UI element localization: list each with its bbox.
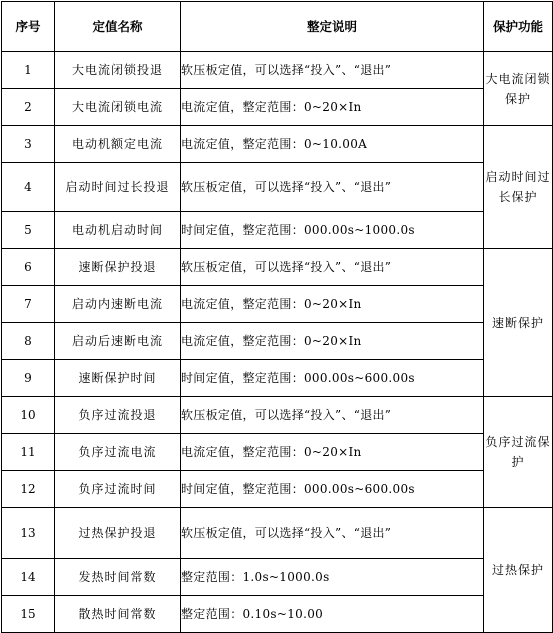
row-no: 4 <box>2 163 55 212</box>
header-func: 保护功能 <box>484 2 553 52</box>
table-row <box>2 360 553 397</box>
row-no: 2 <box>2 89 55 126</box>
row-name: 负序过流电流 <box>55 434 181 471</box>
table-row <box>2 249 553 286</box>
header-row <box>2 2 553 52</box>
table-row <box>2 559 553 596</box>
table-row <box>2 126 553 163</box>
row-name: 大电流闭锁电流 <box>55 89 181 126</box>
row-desc: 软压板定值，可以选择“投入”、“退出” <box>181 508 484 559</box>
table-row <box>2 89 553 126</box>
row-no: 7 <box>2 286 55 323</box>
row-desc: 软压板定值，可以选择“投入”、“退出” <box>181 52 484 89</box>
row-name: 过热保护投退 <box>55 508 181 559</box>
row-desc: 电流定值，整定范围：0~20×In <box>181 286 484 323</box>
row-desc: 电流定值，整定范围：0~20×In <box>181 434 484 471</box>
row-no: 9 <box>2 360 55 397</box>
row-no: 6 <box>2 249 55 286</box>
row-no: 12 <box>2 471 55 508</box>
row-no: 1 <box>2 52 55 89</box>
row-desc: 电流定值，整定范围：0~20×In <box>181 89 484 126</box>
row-name: 启动后速断电流 <box>55 323 181 360</box>
table-row <box>2 163 553 212</box>
settings-table <box>1 1 553 633</box>
row-name: 电动机启动时间 <box>55 212 181 249</box>
row-no: 8 <box>2 323 55 360</box>
row-desc: 整定范围：1.0s~1000.0s <box>181 559 484 596</box>
row-desc: 电流定值，整定范围：0~10.00A <box>181 126 484 163</box>
table-row <box>2 212 553 249</box>
row-name: 大电流闭锁投退 <box>55 52 181 89</box>
row-no: 13 <box>2 508 55 559</box>
row-no: 10 <box>2 397 55 434</box>
row-desc: 时间定值，整定范围：000.00s~600.00s <box>181 360 484 397</box>
group-func: 启动时间过长保护 <box>484 126 553 249</box>
group-func: 过热保护 <box>484 508 553 633</box>
row-no: 15 <box>2 596 55 633</box>
row-no: 3 <box>2 126 55 163</box>
row-name: 发热时间常数 <box>55 559 181 596</box>
row-desc: 软压板定值，可以选择“投入”、“退出” <box>181 397 484 434</box>
row-name: 散热时间常数 <box>55 596 181 633</box>
row-no: 11 <box>2 434 55 471</box>
group-func: 大电流闭锁保护 <box>484 52 553 126</box>
group-func: 速断保护 <box>484 249 553 397</box>
header-no: 序号 <box>2 2 55 52</box>
row-name: 负序过流时间 <box>55 471 181 508</box>
row-desc: 软压板定值，可以选择“投入”、“退出” <box>181 163 484 212</box>
row-name: 电动机额定电流 <box>55 126 181 163</box>
header-name: 定值名称 <box>55 2 181 52</box>
table-row <box>2 286 553 323</box>
row-no: 14 <box>2 559 55 596</box>
row-desc: 时间定值，整定范围：000.00s~1000.0s <box>181 212 484 249</box>
row-name: 速断保护时间 <box>55 360 181 397</box>
row-no: 5 <box>2 212 55 249</box>
header-desc: 整定说明 <box>181 2 484 52</box>
table-row <box>2 434 553 471</box>
row-desc: 整定范围：0.10s~10.00 <box>181 596 484 633</box>
table-row <box>2 52 553 89</box>
table-row <box>2 397 553 434</box>
table-row <box>2 471 553 508</box>
row-desc: 时间定值，整定范围：000.00s~600.00s <box>181 471 484 508</box>
row-name: 速断保护投退 <box>55 249 181 286</box>
table-row <box>2 323 553 360</box>
row-name: 负序过流投退 <box>55 397 181 434</box>
row-desc: 电流定值，整定范围：0~20×In <box>181 323 484 360</box>
group-func: 负序过流保护 <box>484 397 553 508</box>
table-row <box>2 508 553 559</box>
row-name: 启动内速断电流 <box>55 286 181 323</box>
table-row <box>2 596 553 633</box>
row-name: 启动时间过长投退 <box>55 163 181 212</box>
row-desc: 软压板定值，可以选择“投入”、“退出” <box>181 249 484 286</box>
